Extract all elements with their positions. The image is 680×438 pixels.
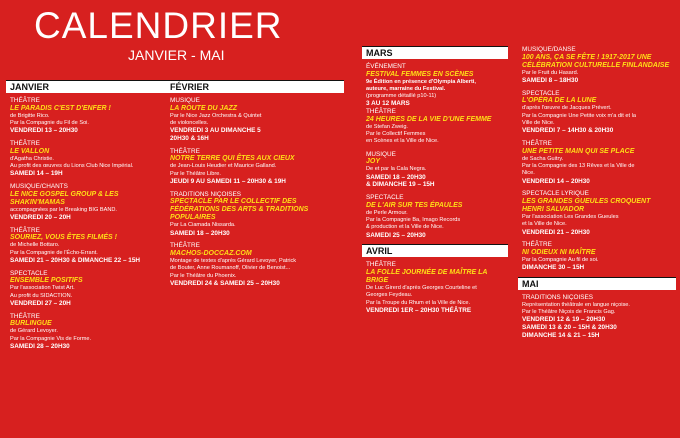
event-item [6, 183, 172, 222]
column-1 [6, 80, 172, 356]
event-title: DE L'AIR SUR TES ÉPAULES [366, 201, 463, 209]
event-title: MACHOS-DOCCAZ.COM [170, 249, 252, 257]
page-subtitle: JANVIER - MAI [128, 47, 225, 63]
event-dates: VENDREDI 1ER – 20H30 THÉÂTRE [366, 307, 472, 315]
event-category: THÉÂTRE [10, 97, 40, 104]
event-description: Nice. [522, 170, 535, 177]
event-dates: VENDREDI 21 – 20H30 [522, 228, 590, 236]
column-4 [518, 46, 676, 344]
event-description: Par le Théâtre Niçois de Francis Gag. [522, 309, 616, 315]
event-title: JOY [366, 158, 381, 166]
event-description: Par le Fruit du Hasard. [522, 69, 579, 76]
event-item [362, 63, 508, 146]
event-description: d'après l'œuvre de Jacques Prévert. [522, 105, 612, 112]
event-title: L'OPÉRA DE LA LUNE [522, 97, 597, 105]
event-category: SPECTACLE [366, 194, 404, 201]
event-description: De Luc Girerd d'après Georges Courteline et [366, 285, 477, 291]
event-title: LA ROUTE DU JAZZ [170, 104, 238, 112]
event-description: Par le Nice Jazz Orchestra & Quintet [170, 112, 262, 119]
event-description: Au profit du SIDACTION. [10, 292, 73, 299]
event-category: THÉÂTRE [366, 108, 396, 115]
event-description: de Gérard Levoyer. [10, 328, 58, 335]
event-category: ÉVÉNEMENT [366, 63, 406, 70]
event-title: LE PARADIS C'EST D'ENFER ! [10, 104, 111, 112]
event-description: Par l'association Twist Art. [10, 285, 75, 292]
event-title: UNE PETITE MAIN QUI SE PLACE [522, 147, 635, 155]
event-title: LE NICE GOSPEL GROUP & LES SHAKIN'MAMAS [10, 190, 119, 206]
event-dates: SAMEDI 14 – 19H [10, 170, 63, 178]
event-description: et la Ville de Nice. [522, 221, 567, 228]
event-item [6, 97, 172, 135]
event-title: LE VALLON [10, 147, 50, 155]
event-title-suffix: d'Agatha Christie. [10, 155, 54, 162]
event-item [166, 242, 344, 287]
event-category: THÉÂTRE [522, 241, 552, 249]
event-dates: VENDREDI 24 & SAMEDI 25 – 20H30 [170, 280, 280, 287]
event-item [6, 270, 172, 308]
event-description: de Michelle Bottaro. [10, 242, 60, 249]
event-description: de Stefan Zweig. [366, 123, 408, 130]
event-title: NOTRE TERRE QUI ÊTES AUX CIEUX [170, 155, 295, 163]
event-description: Par le Théâtre Libre. [170, 170, 221, 177]
event-description: de Jean-Louis Heudier et Maurice Galland. [170, 163, 277, 170]
event-dates: SAMEDI 21 – 20H30 & DIMANCHE 22 – 15H [10, 257, 140, 264]
month-header: JANVIER [6, 80, 172, 93]
event-item [6, 227, 172, 265]
event-category: MUSIQUE/CHANTS [10, 183, 68, 190]
page-title: CALENDRIER [34, 5, 283, 46]
event-title: NI ODIEUX NI MAÎTRE [522, 249, 596, 256]
event-dates: 3 AU 12 MARS [366, 100, 410, 108]
event-description: Par la Compagnie des 13 Rêves et la Ville de [522, 163, 635, 169]
event-title: SOURIEZ, VOUS ÊTES FILMÉS ! [10, 234, 117, 242]
event-item [518, 294, 676, 339]
month-header: MARS [362, 46, 508, 59]
event-item [518, 46, 676, 85]
event-dates: VENDREDI 13 – 20H30 [10, 127, 78, 135]
event-dates: VENDREDI 27 – 20H [10, 300, 71, 307]
event-dates: VENDREDI 12 & 19 – 20H30 [522, 316, 606, 324]
event-category: SPECTACLE [10, 269, 48, 277]
event-dates: DIMANCHE 14 & 21 – 15H [522, 331, 600, 339]
event-item [166, 148, 344, 186]
event-dates: & DIMANCHE 19 – 15H [366, 181, 435, 189]
event-title: ENSEMBLE POSITIFS [10, 277, 83, 285]
event-dates: SAMEDI 25 – 20H30 [366, 231, 426, 239]
event-dates: VENDREDI 3 AU DIMANCHE 5 [170, 127, 261, 135]
event-description: Au profit des œuvres du Lions Club Nice Impérial. [10, 163, 134, 169]
event-title: BURLINGUE [10, 320, 52, 328]
event-item [6, 313, 172, 351]
month-header: MAI [518, 277, 676, 290]
event-description: Par la Compagnie Vis de Forme. [10, 335, 92, 342]
event-description: de Bouter, Anne Roumanoff, Olivier de Benoist... [170, 265, 291, 272]
event-description: Georges Feydeau. [366, 292, 413, 299]
event-category: MUSIQUE [366, 150, 396, 158]
event-title: LES GRANDES GUEULES CROQUENT HENRI SALVADOR [522, 198, 651, 213]
event-dates: DIMANCHE 30 – 15H [522, 264, 585, 272]
event-description: Par la Compagnie Une Petite voix m'a dit et la [522, 112, 636, 119]
event-item [166, 97, 344, 143]
event-category: SPECTACLE LYRIQUE [522, 190, 589, 198]
event-dates: SAMEDI 18 – 20H30 [366, 173, 426, 181]
event-item [518, 90, 676, 135]
event-dates: SAMEDI 13 & 20 – 15H & 20H30 [522, 324, 617, 331]
event-item [362, 194, 508, 239]
event-description: Ville de Nice. [522, 120, 555, 126]
event-description: (programme détaillé p10-11) [366, 93, 437, 99]
event-description: de violoncelles. [170, 120, 209, 126]
event-dates: VENDREDI 20 – 20H [10, 214, 71, 221]
column-2 [166, 80, 344, 293]
event-note: 9e Édition en présence d'Olympia Alberti, [366, 78, 476, 85]
event-description: Par le Théâtre du Phoenix. [170, 272, 237, 279]
event-description: en Scènes et la Ville de Nice. [366, 138, 439, 145]
event-category: SPECTACLE [522, 89, 560, 97]
event-description: Par La Ciamada Nissarda. [170, 222, 236, 229]
event-category: THÉÂTRE [10, 226, 40, 234]
event-title: LA FOLLE JOURNÉE DE MAÎTRE LA BRIGE [366, 269, 488, 284]
event-description: Par la Compagnie du Fil de Soi. [10, 120, 89, 126]
event-category: MUSIQUE [170, 97, 200, 104]
event-dates: SAMEDI 18 – 20H30 [170, 229, 230, 237]
event-description: de Brigitte Rico. [10, 112, 50, 119]
month-header: AVRIL [362, 244, 508, 257]
event-description: Par le Collectif Femmes [366, 131, 426, 137]
event-item [6, 140, 172, 178]
event-dates: 20H30 & 16H [170, 135, 209, 142]
event-title: 100 ANS, ÇA SE FÊTE ! 1917-2017 UNE CÉLÉBRATION CULTURELLE FINLANDAISE [522, 53, 670, 69]
event-description: de Sacha Guitry. [522, 155, 564, 162]
event-title: SPECTACLE PAR LE COLLECTIF DES FÉDÉRATIONS DES ARTS & TRADITIONS POPULAIRES [170, 198, 309, 222]
event-dates: VENDREDI 7 – 14H30 & 20H30 [522, 127, 614, 135]
event-description: Par la Compagnie Au fil de soi. [522, 257, 599, 263]
event-description: Montage de textes d'après Gérard Levoyer, Patrick [170, 257, 297, 264]
event-dates: SAMEDI 28 – 20H30 [10, 343, 70, 350]
event-item [166, 191, 344, 238]
event-description: Par la Compagnie de l'Écho-Errant. [10, 249, 98, 256]
event-description: De et par la Cala Negra. [366, 166, 427, 173]
event-description: & production et la Ville de Nice. [366, 224, 444, 231]
event-category: THÉÂTRE [366, 261, 396, 269]
month-header: FÉVRIER [166, 80, 344, 93]
event-item [518, 241, 676, 272]
event-description: de Perle Armour. [366, 209, 408, 216]
event-category: THÉÂTRE [10, 312, 40, 320]
event-item [362, 261, 508, 314]
event-category: TRADITIONS NIÇOISES [522, 294, 594, 301]
event-dates: VENDREDI 14 – 20H30 [522, 177, 590, 185]
event-category: THÉÂTRE [10, 140, 40, 147]
event-category: MUSIQUE/DANSE [522, 46, 576, 53]
event-item [518, 190, 676, 236]
event-description: Représentation théâtrale en langue niçoise. [522, 301, 630, 308]
event-item [362, 151, 508, 189]
event-category: THÉÂTRE [170, 147, 200, 155]
event-description: Par la Troupe du Rhum et la Ville de Nice. [366, 299, 471, 306]
event-category: THÉÂTRE [170, 242, 200, 250]
event-item [518, 140, 676, 185]
event-note: auteure, marraine du Festival. [366, 85, 446, 92]
column-3 [362, 46, 508, 320]
event-title: FESTIVAL FEMMES EN SCÈNES [366, 70, 474, 78]
event-dates: JEUDI 9 AU SAMEDI 11 – 20H30 & 19H [170, 178, 286, 185]
event-title: 24 HEURES DE LA VIE D'UNE FEMME [366, 115, 492, 123]
event-description: Par la Compagnie Ba, Imago Records [366, 217, 461, 223]
event-category: TRADITIONS NIÇOISES [170, 190, 242, 198]
event-description: accompagnées par le Breaking BIG BAND. [10, 206, 117, 213]
event-description: Par l'association Les Grandes Gueules [522, 214, 619, 220]
event-category: THÉÂTRE [522, 140, 552, 147]
event-dates: SAMEDI 8 – 18H30 [522, 77, 579, 84]
